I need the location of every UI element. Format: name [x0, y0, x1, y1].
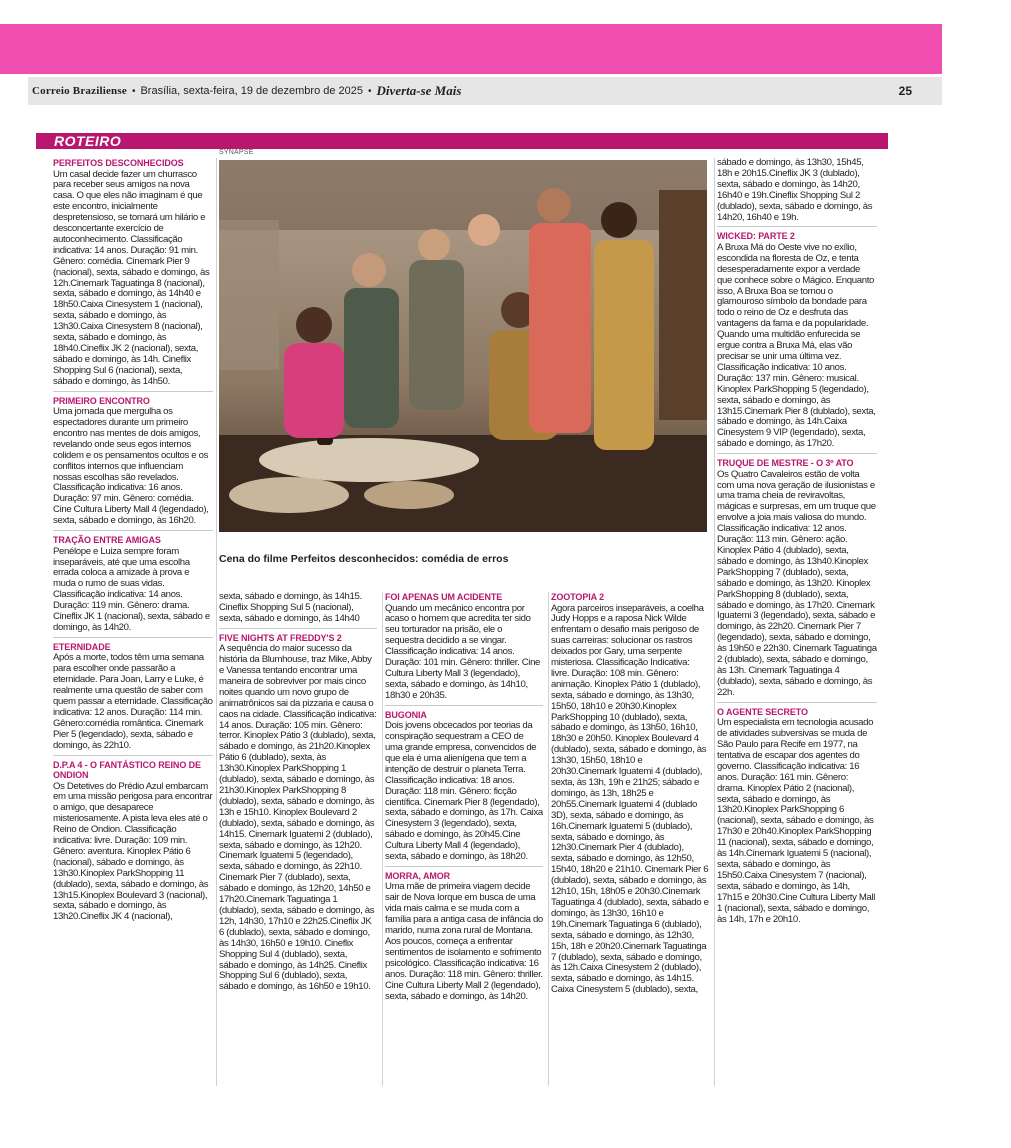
- listing-text: Uma mãe de primeira viagem decide sair de Nova Iorque em busca de uma vida mais calma e se muda com a família para a antiga casa de infância do marido, numa zona rural de Montana. Aos poucos, começa a enfrentar sentimentos de isolamento e sofrimento psicológico. Classificação indicativa: 16 anos. Duração: 118 min. Gênero: thriller. Cine Cultura Liberty Mall 2 (legendado), sexta, sábado e domingo, às 14h20.: [385, 881, 543, 1002]
- listing-title: O AGENTE SECRETO: [717, 706, 808, 717]
- listing-title: D.P.A 4 - O FANTÁSTICO REINO DE ONDION: [53, 759, 201, 780]
- column-divider: [548, 592, 549, 1086]
- listing-title: ETERNIDADE: [53, 641, 111, 652]
- column-divider: [216, 158, 217, 1086]
- page-number: 25: [898, 84, 912, 98]
- dateline: Brasília, sexta-feira, 19 de dezembro de 2025: [140, 85, 364, 97]
- listing-text: Os Detetives do Prédio Azul embarcam em uma missão perigosa para encontrar o amigo, que desaparece misteriosamente. A pista leva eles até o Reino de Ondion. Classificação indicativa: livre. Duração: 109 min. Gênero: aventura. Kinoplex Pátio 6 (nacional), sábado e domingo, às 13h30.Kinoplex ParkShopping 11 (dublado), sexta, sábado e domingo, às 13h15.Kinoplex Boulevard 3 (nacional), sexta, sábado e domingo, às 13h20.Cineflix JK 4 (nacional),: [53, 780, 213, 923]
- separator-dot: •: [368, 85, 372, 97]
- listing-title: FOI APENAS UM ACIDENTE: [385, 592, 503, 602]
- listing-title: TRUQUE DE MESTRE - O 3º ATO: [717, 458, 854, 469]
- listing-title: PERFEITOS DESCONHECIDOS: [53, 158, 184, 168]
- listing-item: [551, 592, 709, 999]
- listing-text: Uma jornada que mergulha os espectadores durante um primeiro encontro nas mentes de dois amigos, revelando onde seus egos internos colidem e os pensamentos ocultos e os conflitos internos que influenciam nossas escolhas são revelados. Classificação indicativa: 16 anos. Duração: 97 min. Gênero: comédia. Cine Cultura Liberty Mall 4 (legendado), sexta, sábado e domingo, às 16h20.: [53, 406, 209, 527]
- listing-item: [53, 642, 213, 756]
- listing-item: [219, 592, 377, 629]
- listing-text: Agora parceiros inseparáveis, a coelha Judy Hopps e a raposa Nick Wilde enfrentam o desafio mais perigoso de suas carreiras: solucionar os rastros deixados por Gary, uma serpente misteriosa. Classificação Indicativa: livre. Duração: 108 min. Gênero: animação. Kinoplex Pátio 1 (dublado), sexta, sábado e domingo, às 13h30, 15h50, 18h10 e 20h30.Kinoplex ParkShopping 10 (dublado), sexta, sábado e domingo, às 13h50, 16h10, 18h30 e 20h50. Kinoplex Boulevard 4 (dublado), sexta, sábado e domingo, às 13h30, 15h50, 18h10 e 20h30.Cinemark Iguatemi 4 (dublado), sexta, às 13h, 19h e 21h25; sábado e domingo, às 13h, 18h25 e 20h55.Cinemark Iguatemi 4 (dublado 3D), sexta, sábado e domingo, às 16h.Cinemark Iguatemi 5 (dublado), sexta, sábado e domingo, às 12h30.Cinemark Pier 4 (dublado), sexta, sábado e domingo, às 12h50, 15h40, 18h20 e 21h10. Cinemark Pier 6 (dublado), sexta, sábado e domingo, às 12h10, 15h, 18h05 e 20h30.Cinemark Taguatinga 4 (dublado), sexta, sábado e domingo, às 13h30, 16h10 e 19h.Cinemark Taguatinga 6 (dublado), sexta, sábado e domingo, às 12h30, 15h, 18h e 20h20.Cinemark Taguatinga 7 (dublado), sexta, sábado e domingo, às 12h.Caixa Cinesystem 2 (dublado), sexta, sábado e domingo, às 14h15. Caixa Cinesystem 5 (dublado), sexta,: [551, 602, 709, 996]
- listing-text: A sequência do maior sucesso da história da Blumhouse, traz Mike, Abby e Vanessa tentando encontrar uma maneira de sobreviver por mais cinco noites quando um novo grupo de animatrônicos sai da pizzaria e causa o caos na cidade. Classificação indicativa: 14 anos. Duração: 105 min. Gênero: terror. Kinoplex Pátio 3 (dublado), sexta, sábado e domingo, às 21h20.Kinoplex Pátio 6 (dublado), sexta, às 13h30.Kinoplex ParkShopping 1 (dublado), sexta, sábado e domingo, às 21h30.Kinoplex ParkShopping 8 (dublado), sexta, sábado e domingo, às 13h e 15h10. Kinoplex Boulevard 2 (dublado), sexta, sábado e domingo, às 14h15. Cinemark Iguatemi 2 (dublado), sexta, sábado e domingo, às 12h20. Cinemark Iguatemi 5 (legendado), sexta, sábado e domingo, às 22h10. Cinemark Pier 7 (dublado), sexta, sábado e domingo, às 12h20, 14h50 e 17h20.Cinemark Taguatinga 1 (dublado), sexta, sábado e domingo, às 12h, 14h30, 17h10 e 22h25.Cineflix JK 6 (dublado), sexta, sábado e domingo, às 14h30, 16h50 e 19h10. Cineflix Shopping Sul 4 (dublado), sexta, sábado e domingo, às 14h25. Cineflix Shopping Sul 6 (dublado), sexta, sábado e domingo, às 16h50 e 19h10.: [219, 643, 377, 993]
- listing-item: [53, 396, 213, 531]
- column-5: [717, 158, 877, 1086]
- photo-credit: SYNAPSE: [219, 149, 254, 156]
- listing-text: Penélope e Luiza sempre foram inseparáveis, até que uma escolha errada coloca a amizade à prova e muda o rumo de suas vidas. Classificação indicativa: 14 anos. Duração: 119 min. Gênero: drama. Cineflix JK 1 (nacional), sexta, sábado e domingo, às 14h20.: [53, 545, 210, 633]
- masthead: [28, 77, 942, 105]
- section-title: ROTEIRO: [54, 133, 122, 149]
- listing-text: Um especialista em tecnologia acusado de atividades subversivas se muda de São Paulo para Recife em 1977, na tentativa de escapar dos agentes do governo. Classificação indicativa: 16 anos. Duração: 161 min. Gênero: drama. Kinoplex Pátio 2 (nacional), sexta, sábado e domingo, às 13h20.Kinoplex ParkShopping 6 (nacional), sexta, sábado e domingo, às 17h30 e 20h40.Kinoplex ParkShopping 11 (nacional), sexta, sábado e domingo, às 14h.Cinemark Iguatemi 5 (nacional), sexta, sábado e domingo, às 15h50.Caixa Cinesystem 7 (nacional), sexta, sábado e domingo, às 14h, 17h15 e 20h30.Cine Cultura Liberty Mall 1 (nacional), sexta, sábado e domingo, às 14h, 17h e 20h10.: [717, 717, 876, 925]
- column-1: [53, 158, 213, 1086]
- listing-item: [717, 458, 877, 703]
- listing-title: TRAÇÃO ENTRE AMIGAS: [53, 535, 161, 546]
- separator-dot: •: [131, 85, 136, 97]
- listing-item: [385, 871, 543, 1005]
- column-3: [385, 592, 543, 1086]
- listing-text: Dois jovens obcecados por teorias da conspiração sequestram a CEO de uma grande empresa, convencidos de que ela é uma alienígena que tem a intenção de destruir o planeta Terra. Classificação indicativa: 18 anos. Duração: 118 min. Gênero: ficção científica. Cinemark Pier 8 (legendado), sexta, sábado e domingo, às 17h. Caixa Cinesystem 3 (legendado), sexta, sábado e domingo, às 20h45.Cine Cultura Liberty Mall 4 (legendado), sexta, sábado e domingo, às 18h20.: [385, 720, 543, 863]
- film-still-photo: [219, 160, 707, 532]
- photo-caption: Cena do filme Perfeitos desconhecidos: comédia de erros: [219, 553, 509, 565]
- listing-text: Os Quatro Cavaleiros estão de volta com uma nova geração de ilusionistas e uma trama cheia de reviravoltas, mágicas e surpresas, em um truque que envolve a joia mais valiosa do mundo. Classificação indicativa: 12 anos. Duração: 113 min. Gênero: ação. Kinoplex Pátio 4 (dublado), sexta, sábado e domingo, às 13h40.Kinoplex ParkShopping 7 (dublado), sexta, sábado e domingo, às 13h20. Kinoplex ParkShopping 8 (dublado), sexta, sábado e domingo, às 17h20. Cinemark Iguatemi 3 (legendado), sexta, sábado e domingo, às 22h20. Cinemark Pier 7 (legendado), sexta, sábado e domingo, às 19h50 e 22h30. Cinemark Taguatinga 2 (dublado), sexta, sábado e domingo, às 13h. Cinemark Taguatinga 4 (dublado), sexta, sábado e domingo, às 22h.: [717, 468, 877, 698]
- listing-text: Um casal decide fazer um churrasco para receber seus amigos na nova casa. O que eles não imaginam é que este encontro, inicialmente despretensioso, se tornará um hilário e desconcertante exercício de autoconhecimento. Classificação indicativa: 14 anos. Duração: 91 min. Gênero: comédia. Cinemark Pier 9 (nacional), sexta, sábado e domingo, às 12h.Cinemark Taguatinga 8 (nacional), sexta, sábado e domingo, às 14h40 e 18h50.Caixa Cinesystem 1 (nacional), sexta, sábado e domingo, às 13h30.Caixa Cinesystem 8 (nacional), sexta, sábado e domingo, às 18h40.Cineflix JK 2 (nacional), sexta, sábado e domingo, às 14h. Cineflix Shopping Sul 6 (nacional), sexta, sábado e domingo, às 14h50.: [53, 168, 210, 387]
- column-divider: [382, 592, 383, 1086]
- listing-title: FIVE NIGHTS AT FREDDY'S 2: [219, 632, 342, 643]
- listing-item: [717, 231, 877, 454]
- listing-item: [717, 707, 877, 929]
- listing-title: PRIMEIRO ENCONTRO: [53, 395, 150, 406]
- top-color-band: [0, 24, 942, 74]
- listing-item: [219, 633, 377, 997]
- listing-title: ZOOTOPIA 2: [551, 592, 605, 602]
- section-name: Diverta-se Mais: [376, 83, 462, 98]
- column-2: [219, 592, 377, 1086]
- listing-item: [53, 158, 213, 392]
- listing-title: MORRA, AMOR: [385, 870, 451, 881]
- listing-title: WICKED: PARTE 2: [717, 231, 795, 242]
- listing-text: A Bruxa Má do Oeste vive no exílio, escondida na floresta de Oz, e tenta desesperadamente expor a verdade que conhece sobre o Mágico. Enquanto isso, A Bruxa Boa se tornou o glamouroso símbolo da bondade para todo o reino de Oz e desfruta das vantagens da fama e da popularidade. Quando uma multidão enfurecida se ergue contra a Bruxa Má, elas vão precisar se unir uma última vez. Classificação indicativa: 10 anos. Duração: 137 min. Gênero: musical. Kinoplex ParkShopping 5 (legendado), sexta, sábado e domingo, às 13h15.Cinemark Pier 8 (dublado), sexta, sábado e domingo, às 14h.Caixa Cinesystem 9 VIP (legendado), sexta, sábado e domingo, às 17h20.: [717, 241, 876, 450]
- listing-text: sábado e domingo, às 13h30, 15h45, 18h e 20h15.Cineflix JK 3 (dublado), sexta, sábado e domingo, às 14h20, 16h40 e 19h.Cineflix Shopping Sul 2 (dublado), sexta, sábado e domingo, às 14h20, 16h40 e 19h.: [717, 158, 873, 223]
- photo-illustration: [219, 160, 707, 532]
- newspaper-name: Correio Braziliense: [32, 85, 127, 97]
- listing-item: [53, 760, 213, 927]
- listing-item: [717, 158, 877, 227]
- column-4: [551, 592, 709, 1086]
- listing-title: BUGONIA: [385, 709, 427, 720]
- listing-item: [385, 592, 543, 706]
- listing-item: [385, 710, 543, 867]
- column-divider: [714, 158, 715, 1086]
- listing-text: Quando um mecânico encontra por acaso o homem que acredita ter sido seu torturador na prisão, ele o sequestra decidido a se vingar. Classificação indicativa: 14 anos. Duração: 101 min. Gênero: thriller. Cine Cultura Liberty Mall 3 (legendado), sexta, sábado e domingo, às 14h10, 18h30 e 20h35.: [385, 602, 541, 701]
- section-header-bar: [36, 133, 888, 149]
- listing-text: sexta, sábado e domingo, às 14h15. Cineflix Shopping Sul 5 (nacional), sexta, sábado e domingo, às 14h40: [219, 592, 362, 624]
- listing-item: [53, 535, 213, 638]
- listing-text: Após a morte, todos têm uma semana para escolher onde passarão a eternidade. Para Joan, Larry e Luke, é realmente uma questão de saber com quem passar a eternidade. Classificação indicativa: 12 anos. Duração: 114 min. Gênero:comédia romântica. Cinemark Pier 5 (legendado), sexta, sábado e domingo, às 22h10.: [53, 652, 213, 751]
